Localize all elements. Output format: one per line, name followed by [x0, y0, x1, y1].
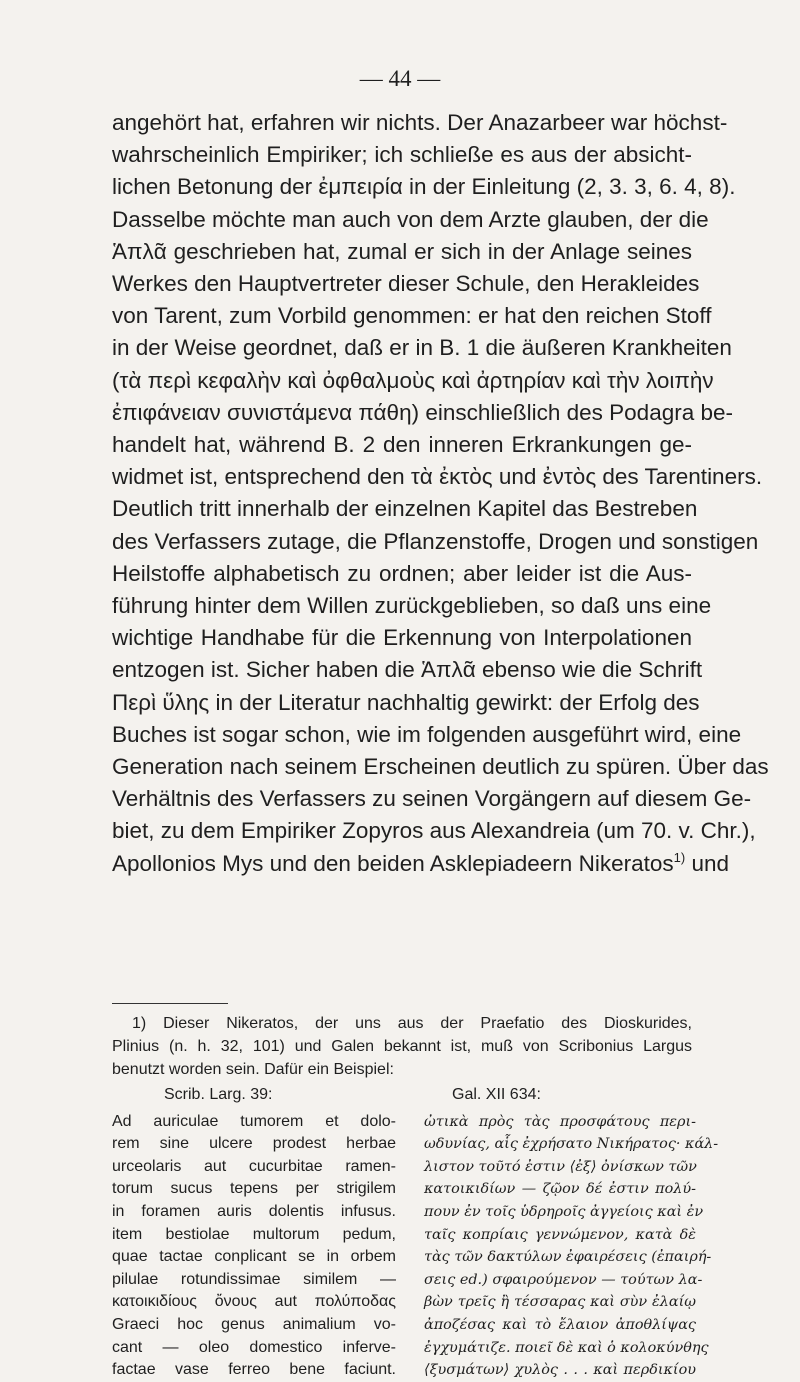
text-line: in der Weise geordnet, daß er in B. 1 die äußeren Krankheiten — [112, 335, 732, 361]
column-line: βὼν τρεῖς ἢ τέσσαρας καὶ σὺν ἐλαίῳ — [424, 1294, 696, 1311]
text-line: Deutlich tritt innerhalb der einzelnen Kapitel das Bestreben — [112, 496, 698, 522]
column-line: rem sine ulcere prodest herbae — [112, 1135, 396, 1153]
column-line: ἐγχυμάτιζε. ποιεῖ δὲ καὶ ὁ κολοκύνθης — [424, 1339, 709, 1356]
text-line-with-footnote — [112, 848, 729, 880]
column-line: item bestiolae multorum pedum, — [112, 1225, 396, 1243]
footnote-marker[interactable]: 1) — [673, 849, 686, 865]
footnote-line: Plinius (n. h. 32, 101) und Galen bekannt ist, muß von Scribonius Largus — [112, 1038, 692, 1055]
galen-column — [424, 1084, 719, 1382]
column-heading: Gal. XII 634: — [452, 1086, 541, 1103]
footnote-line: 1) Dieser Nikeratos, der uns aus der Praefatio des Dioskurides, — [132, 1015, 692, 1032]
text-line: handelt hat, während B. 2 den inneren Erkrankungen ge- — [112, 432, 692, 458]
column-line: σεις ed.) σφαιρούμενον — τούτων λα- — [424, 1271, 703, 1288]
text-line: Generation nach seinem Erscheinen deutlich zu spüren. Über das — [112, 754, 769, 780]
column-line: κατοικιδίους ὄνους aut πολύποδας — [112, 1293, 396, 1311]
text-line: führung hinter dem Willen zurückgeblieben, so daß uns eine — [112, 593, 712, 619]
text-line: wichtige Handhabe für die Erkennung von Interpolationen — [112, 625, 692, 651]
text-line: Buches ist sogar schon, wie im folgenden ausgeführt wird, eine — [112, 721, 742, 747]
column-line: Ad auriculae tumorem et dolo- — [112, 1112, 396, 1130]
column-line: ταῖς κοπρίαις γεννώμενον, κατὰ δὲ — [424, 1226, 696, 1243]
column-line: ⟨ξυσμάτων⟩ χυλὸς . . . καὶ περδικίου — [424, 1362, 696, 1379]
footnote — [112, 1012, 692, 1081]
text-line: ἐπιφάνειαν συνιστάμενα πάθη) einschließlich des Podagra be- — [112, 399, 734, 425]
text-line: Verhältnis des Verfassers zu seinen Vorgängern auf diesem Ge- — [112, 786, 752, 812]
text-line: des Verfassers zutage, die Pflanzenstoffe, Drogen und sonstigen — [112, 528, 759, 554]
page-number: — 44 — — [359, 66, 441, 91]
column-line: cant — oleo domestico inferve- — [112, 1338, 396, 1356]
text-line: lichen Betonung der ἐμπειρία in der Einleitung (2, 3. 3, 6. 4, 8). — [112, 174, 736, 200]
text-segment: Apollonios Mys und den beiden Asklepiadeern Nikeratos — [112, 850, 674, 876]
text-line: Werkes den Hauptvertreter dieser Schule, den Herakleides — [112, 271, 700, 297]
text-line: Ἁπλᾶ geschrieben hat, zumal er sich in der Anlage seines — [112, 238, 692, 264]
column-line: ωδυνίας, αἷς ἐχρήσατο Νικήρατος· κάλ- — [424, 1136, 719, 1153]
text-line: Dasselbe möchte man auch von dem Arzte glauben, der die — [112, 206, 709, 232]
column-line: ἀποζέσας καὶ τὸ ἔλαιον ἀποθλίψας — [424, 1316, 696, 1333]
footnote-divider — [112, 1003, 228, 1004]
text-line: von Tarent, zum Vorbild genommen: er hat den reichen Stoff — [112, 303, 712, 329]
text-line: entzogen ist. Sicher haben die Ἁπλᾶ ebenso wie die Schrift — [112, 657, 703, 683]
text-line: Heilstoffe alphabetisch zu ordnen; aber leider ist die Aus- — [112, 560, 692, 586]
column-line: in foramen auris dolentis infusus. — [112, 1202, 396, 1220]
text-segment: und — [691, 850, 729, 876]
column-line: ὠτικὰ πρὸς τὰς προσφάτους περι- — [424, 1113, 696, 1130]
column-line: λιστον τοῦτό ἐστιν ⟨ἐξ⟩ ὀνίσκων τῶν — [424, 1158, 697, 1175]
column-line: πουν ἐν τοῖς ὑδρηροῖς ἀγγείοις καὶ ἐν — [424, 1203, 704, 1220]
text-line: wahrscheinlich Empiriker; ich schließe es aus der absicht- — [112, 142, 692, 168]
column-line: factae vase ferreo bene faciunt. — [112, 1361, 396, 1379]
column-line: Graeci hoc genus animalium vo- — [112, 1315, 396, 1333]
column-line: pilulae rotundissimae similem — — [112, 1270, 396, 1288]
scribonius-column — [112, 1084, 396, 1382]
column-line: κατοικιδίων — ζῷον δέ ἐστιν πολύ- — [424, 1181, 696, 1198]
column-line: torum sucus tepens per strigilem — [112, 1180, 396, 1198]
text-line: Περὶ ὕλης in der Literatur nachhaltig gewirkt: der Erfolg des — [112, 689, 700, 715]
text-line: (τὰ περὶ κεφαλὴν καὶ ὀφθαλμοὺς καὶ ἀρτηρίαν καὶ τὴν λοιπὴν — [112, 367, 714, 393]
text-line: angehört hat, erfahren wir nichts. Der Anazarbeer war höchst- — [112, 110, 728, 135]
column-line: urceolaris aut cucurbitae ramen- — [112, 1157, 396, 1175]
column-line: quae tactae conplicant se in orbem — [112, 1248, 396, 1266]
text-line: widmet ist, entsprechend den τὰ ἐκτὸς und ἐντὸς des Tarentiners. — [112, 464, 763, 490]
text-line: biet, zu dem Empiriker Zopyros aus Alexandreia (um 70. v. Chr.), — [112, 818, 756, 844]
footnote-line: benutzt worden sein. Dafür ein Beispiel: — [112, 1061, 394, 1078]
main-text — [112, 107, 769, 880]
column-heading: Scrib. Larg. 39: — [164, 1086, 273, 1103]
column-line: τὰς τῶν δακτύλων ἐφαιρέσεις (ἐπαιρή- — [424, 1249, 712, 1266]
